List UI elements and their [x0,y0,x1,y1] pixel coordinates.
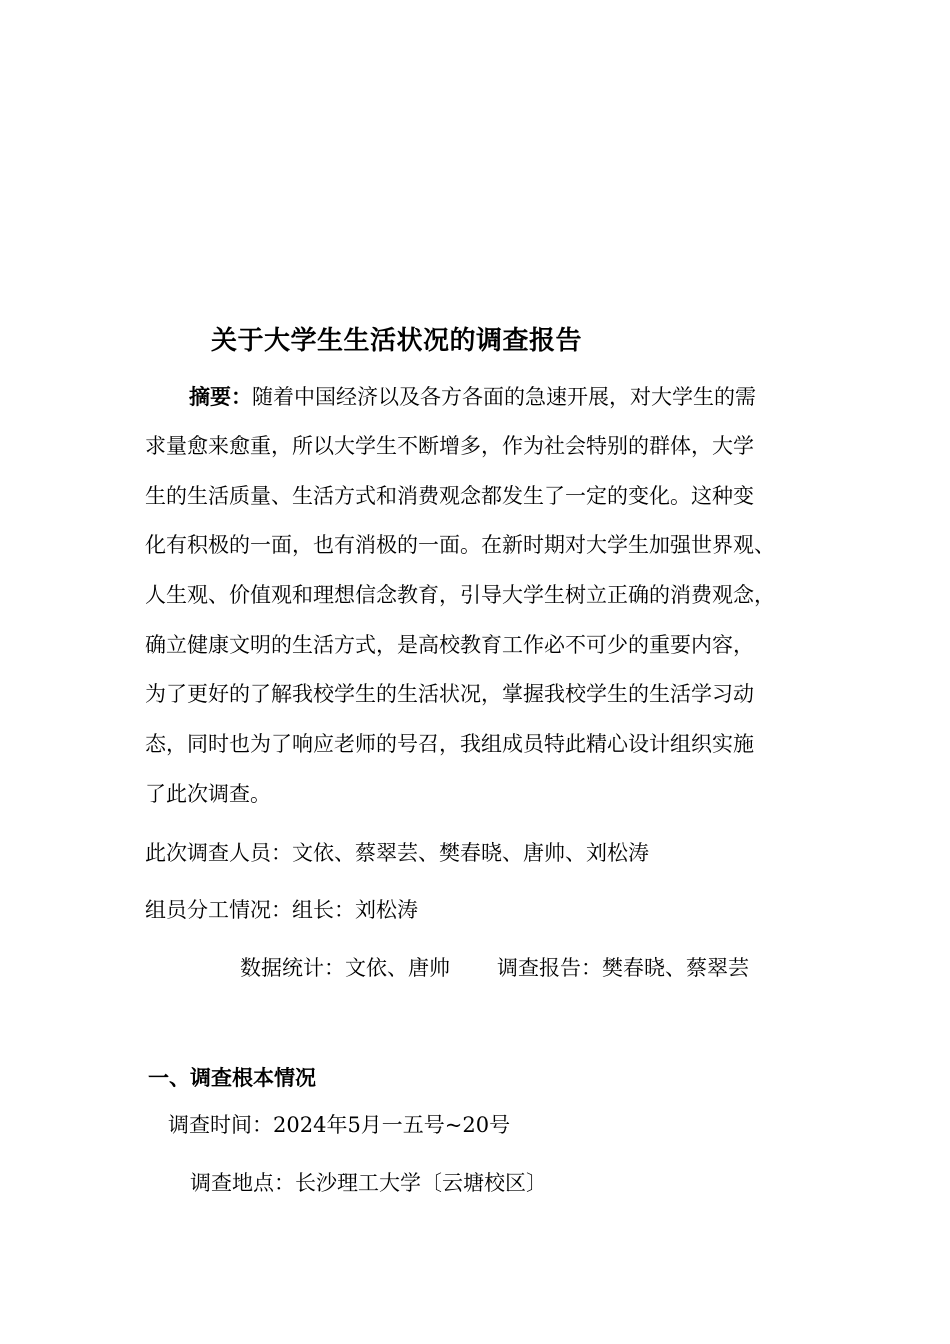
abstract-line: 化有积极的一面，也有消极的一面。在新时期对大学生加强世界观、 [145,533,775,557]
section-heading: 一、调查根本情况 [148,1065,316,1090]
abstract-line: 随着中国经济以及各方各面的急速开展，对大学生的需 [252,385,756,409]
abstract-line: 了此次调查。 [145,782,271,806]
abstract-label: 摘要： [189,384,252,409]
survey-members: 此次调查人员：文依、蔡翠芸、樊春晓、唐帅、刘松涛 [145,841,649,865]
survey-time: 调查时间：2024年5月一五号~20号 [168,1113,511,1137]
report-writing-assignment: 调查报告：樊春晓、蔡翠芸 [497,956,749,980]
abstract-first-line [189,382,756,412]
survey-place: 调查地点：长沙理工大学〔云塘校区〕 [190,1171,547,1195]
report-title: 关于大学生生活状况的调查报告 [211,326,583,356]
abstract-line: 人生观、价值观和理想信念教育，引导大学生树立正确的消费观念， [145,583,775,607]
abstract-line: 确立健康文明的生活方式，是高校教育工作必不可少的重要内容， [145,633,754,657]
member-division: 组员分工情况：组长：刘松涛 [145,898,418,922]
abstract-line: 为了更好的了解我校学生的生活状况，掌握我校学生的生活学习动 [145,682,754,706]
abstract-line: 态，同时也为了响应老师的号召，我组成员特此精心设计组织实施 [145,732,754,756]
abstract-line: 生的生活质量、生活方式和消费观念都发生了一定的变化。这种变 [145,484,754,508]
abstract-line: 求量愈来愈重，所以大学生不断增多，作为社会特别的群体，大学 [145,434,754,458]
data-stats-assignment: 数据统计：文依、唐帅 [240,956,450,980]
